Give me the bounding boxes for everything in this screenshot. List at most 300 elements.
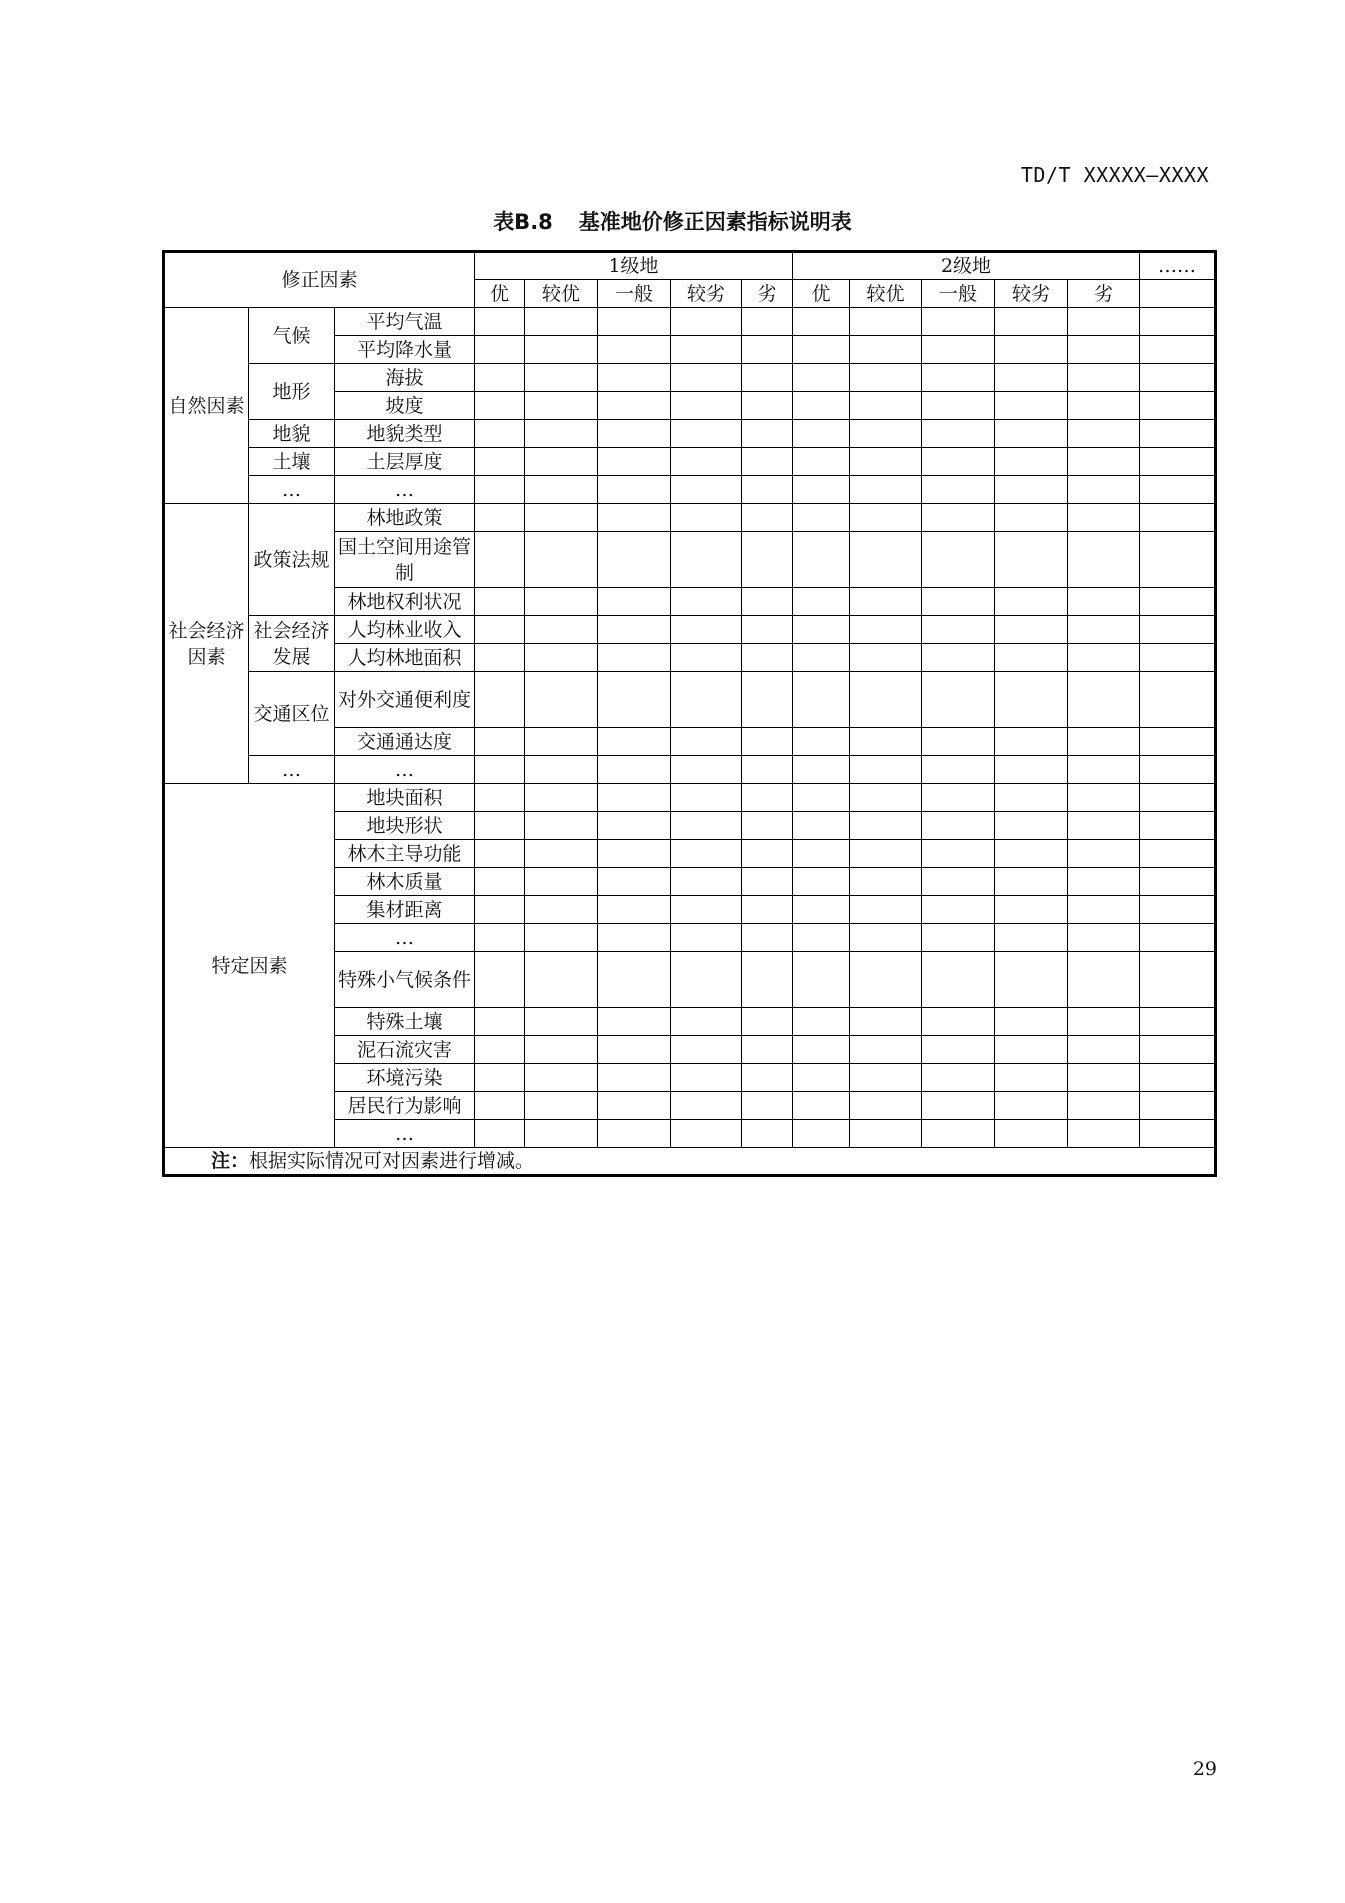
empty-cell <box>742 672 793 728</box>
empty-cell <box>793 588 850 616</box>
empty-cell <box>475 420 525 448</box>
empty-cell <box>598 868 671 896</box>
empty-cell <box>742 392 793 420</box>
empty-cell <box>742 1092 793 1120</box>
empty-cell <box>850 504 922 532</box>
group-climate: 气候 <box>249 308 335 364</box>
empty-cell <box>1068 840 1140 868</box>
empty-cell <box>525 896 598 924</box>
empty-cell <box>1068 588 1140 616</box>
factor-item: 林木质量 <box>335 868 475 896</box>
empty-cell <box>671 756 742 784</box>
empty-cell <box>793 784 850 812</box>
empty-cell <box>598 504 671 532</box>
empty-cell <box>742 364 793 392</box>
group-terrain: 地形 <box>249 364 335 420</box>
empty-cell <box>671 952 742 1008</box>
empty-cell <box>850 1120 922 1148</box>
empty-cell <box>475 476 525 504</box>
category-specific: 特定因素 <box>164 784 335 1148</box>
empty-cell <box>995 840 1068 868</box>
empty-cell <box>1068 644 1140 672</box>
factor-item: 土层厚度 <box>335 448 475 476</box>
empty-cell <box>598 728 671 756</box>
factor-item: 地貌类型 <box>335 420 475 448</box>
empty-cell <box>850 840 922 868</box>
factor-item: 林木主导功能 <box>335 840 475 868</box>
level-header: 较劣 <box>671 280 742 308</box>
empty-cell <box>671 1036 742 1064</box>
empty-cell <box>475 392 525 420</box>
empty-cell <box>598 840 671 868</box>
empty-cell <box>922 868 995 896</box>
empty-cell <box>475 896 525 924</box>
empty-cell <box>922 840 995 868</box>
empty-cell <box>1140 728 1216 756</box>
empty-cell <box>742 532 793 588</box>
group-soil: 土壤 <box>249 448 335 476</box>
empty-cell <box>671 336 742 364</box>
empty-cell <box>525 504 598 532</box>
empty-cell <box>475 952 525 1008</box>
empty-cell <box>850 672 922 728</box>
empty-cell <box>598 1120 671 1148</box>
empty-cell <box>525 1092 598 1120</box>
empty-cell <box>850 532 922 588</box>
empty-cell <box>793 616 850 644</box>
empty-cell <box>850 784 922 812</box>
empty-cell <box>850 756 922 784</box>
empty-cell <box>793 1120 850 1148</box>
empty-cell <box>1140 1120 1216 1148</box>
empty-cell <box>1068 868 1140 896</box>
empty-cell <box>598 924 671 952</box>
empty-cell <box>1140 672 1216 728</box>
empty-cell <box>1068 1008 1140 1036</box>
empty-cell <box>742 476 793 504</box>
empty-cell <box>742 840 793 868</box>
empty-cell <box>742 420 793 448</box>
group-landform: 地貌 <box>249 420 335 448</box>
empty-cell <box>995 420 1068 448</box>
empty-cell <box>995 1008 1068 1036</box>
factor-item: 国土空间用途管制 <box>335 532 475 588</box>
empty-cell <box>475 1064 525 1092</box>
empty-cell <box>995 728 1068 756</box>
empty-cell <box>850 896 922 924</box>
empty-cell <box>742 1036 793 1064</box>
note-prefix: 注： <box>211 1150 250 1172</box>
empty-cell <box>1140 1036 1216 1064</box>
empty-cell <box>1068 728 1140 756</box>
empty-cell <box>475 532 525 588</box>
table-title-text: 基准地价修正因素指标说明表 <box>578 210 852 234</box>
empty-cell <box>922 644 995 672</box>
empty-cell <box>850 392 922 420</box>
empty-cell <box>995 1064 1068 1092</box>
empty-cell <box>742 812 793 840</box>
empty-cell <box>850 924 922 952</box>
empty-cell <box>793 728 850 756</box>
empty-cell <box>922 924 995 952</box>
empty-cell <box>671 420 742 448</box>
empty-cell <box>850 616 922 644</box>
empty-cell <box>793 448 850 476</box>
empty-cell <box>922 1120 995 1148</box>
empty-cell <box>922 476 995 504</box>
empty-cell <box>525 756 598 784</box>
empty-cell <box>922 756 995 784</box>
empty-cell <box>671 924 742 952</box>
empty-cell <box>1068 392 1140 420</box>
empty-cell <box>850 308 922 336</box>
empty-cell <box>1068 672 1140 728</box>
empty-cell <box>922 672 995 728</box>
empty-cell <box>793 644 850 672</box>
empty-cell <box>671 476 742 504</box>
empty-cell <box>742 336 793 364</box>
empty-cell <box>922 616 995 644</box>
empty-cell <box>525 476 598 504</box>
level-header: 优 <box>475 280 525 308</box>
empty-cell <box>525 448 598 476</box>
empty-cell <box>475 336 525 364</box>
empty-cell <box>1068 504 1140 532</box>
empty-cell <box>1068 1036 1140 1064</box>
empty-cell <box>598 532 671 588</box>
level-header: 劣 <box>1068 280 1140 308</box>
empty-cell <box>1140 364 1216 392</box>
factor-item: 居民行为影响 <box>335 1092 475 1120</box>
table-number: 表B.8 <box>493 210 553 234</box>
empty-cell <box>742 588 793 616</box>
empty-cell <box>793 364 850 392</box>
empty-cell <box>922 532 995 588</box>
empty-cell <box>850 952 922 1008</box>
empty-cell <box>995 672 1068 728</box>
empty-cell <box>850 644 922 672</box>
empty-cell <box>793 308 850 336</box>
empty-cell <box>742 952 793 1008</box>
empty-cell <box>793 392 850 420</box>
empty-cell <box>742 308 793 336</box>
grade-more-header: …… <box>1140 252 1216 280</box>
empty-cell <box>850 476 922 504</box>
empty-cell <box>850 588 922 616</box>
empty-cell <box>1140 420 1216 448</box>
empty-cell <box>922 588 995 616</box>
factor-item: 林地权利状况 <box>335 588 475 616</box>
empty-cell <box>995 924 1068 952</box>
empty-cell <box>1140 392 1216 420</box>
empty-cell <box>598 644 671 672</box>
empty-cell <box>671 868 742 896</box>
group-economy: 社会经济发展 <box>249 616 335 672</box>
empty-cell <box>1068 336 1140 364</box>
empty-cell <box>850 1092 922 1120</box>
empty-cell <box>742 504 793 532</box>
empty-cell <box>671 728 742 756</box>
empty-cell <box>742 896 793 924</box>
table-title <box>0 206 1345 236</box>
empty-cell <box>742 1008 793 1036</box>
empty-cell <box>742 868 793 896</box>
empty-cell <box>1068 924 1140 952</box>
factor-item: 平均降水量 <box>335 336 475 364</box>
empty-cell <box>525 1008 598 1036</box>
empty-cell <box>1140 616 1216 644</box>
factor-item: 泥石流灾害 <box>335 1036 475 1064</box>
empty-cell <box>671 308 742 336</box>
empty-cell <box>671 644 742 672</box>
empty-cell <box>1140 644 1216 672</box>
grade-2-header: 2级地 <box>793 252 1140 280</box>
empty-cell <box>922 1064 995 1092</box>
empty-cell <box>475 812 525 840</box>
empty-cell <box>793 672 850 728</box>
empty-cell <box>598 336 671 364</box>
empty-cell <box>922 1092 995 1120</box>
empty-cell <box>598 392 671 420</box>
empty-cell <box>995 504 1068 532</box>
empty-cell <box>850 728 922 756</box>
empty-cell <box>995 896 1068 924</box>
empty-cell <box>793 812 850 840</box>
factor-item: … <box>335 1120 475 1148</box>
empty-cell <box>525 588 598 616</box>
empty-cell <box>525 364 598 392</box>
factor-item: 平均气温 <box>335 308 475 336</box>
empty-cell <box>850 868 922 896</box>
empty-cell <box>598 756 671 784</box>
empty-cell <box>995 364 1068 392</box>
empty-cell <box>598 784 671 812</box>
factor-item: 特殊土壤 <box>335 1008 475 1036</box>
empty-cell <box>793 532 850 588</box>
grade-1-header: 1级地 <box>475 252 793 280</box>
empty-cell <box>793 868 850 896</box>
empty-cell <box>922 336 995 364</box>
empty-cell <box>793 896 850 924</box>
empty-cell <box>1140 532 1216 588</box>
group-policy: 政策法规 <box>249 504 335 616</box>
empty-cell <box>475 308 525 336</box>
empty-cell <box>995 784 1068 812</box>
empty-cell <box>671 672 742 728</box>
empty-cell <box>671 1092 742 1120</box>
empty-cell <box>1140 588 1216 616</box>
factor-item: 环境污染 <box>335 1064 475 1092</box>
empty-cell <box>598 616 671 644</box>
empty-cell <box>995 756 1068 784</box>
empty-cell <box>995 1092 1068 1120</box>
empty-cell <box>525 644 598 672</box>
empty-cell <box>1140 840 1216 868</box>
empty-cell <box>475 364 525 392</box>
empty-cell <box>1068 308 1140 336</box>
empty-cell <box>742 448 793 476</box>
empty-cell <box>1068 896 1140 924</box>
empty-cell <box>793 1036 850 1064</box>
empty-cell <box>475 756 525 784</box>
empty-cell <box>525 812 598 840</box>
empty-cell <box>598 588 671 616</box>
empty-cell <box>1068 812 1140 840</box>
empty-cell <box>922 1008 995 1036</box>
empty-cell <box>1140 784 1216 812</box>
factor-item: 地块面积 <box>335 784 475 812</box>
empty-cell <box>742 728 793 756</box>
empty-cell <box>995 1120 1068 1148</box>
factor-item: 特殊小气候条件 <box>335 952 475 1008</box>
factor-item: … <box>335 924 475 952</box>
empty-cell <box>922 420 995 448</box>
empty-cell <box>850 1008 922 1036</box>
empty-cell <box>475 588 525 616</box>
empty-cell <box>922 896 995 924</box>
empty-cell <box>1068 532 1140 588</box>
empty-cell <box>475 1008 525 1036</box>
empty-cell <box>922 812 995 840</box>
empty-cell <box>995 476 1068 504</box>
empty-cell <box>995 1036 1068 1064</box>
empty-cell <box>742 616 793 644</box>
empty-cell <box>995 616 1068 644</box>
empty-cell <box>742 1064 793 1092</box>
empty-cell <box>1140 1092 1216 1120</box>
empty-cell <box>525 728 598 756</box>
empty-cell <box>598 364 671 392</box>
empty-cell <box>671 1120 742 1148</box>
empty-cell <box>793 476 850 504</box>
level-header: 一般 <box>598 280 671 308</box>
empty-cell <box>1068 1092 1140 1120</box>
category-natural: 自然因素 <box>164 308 249 504</box>
empty-cell <box>922 364 995 392</box>
empty-cell <box>793 336 850 364</box>
empty-cell <box>598 1092 671 1120</box>
empty-cell <box>475 448 525 476</box>
empty-cell <box>793 952 850 1008</box>
empty-cell <box>922 952 995 1008</box>
empty-cell <box>922 308 995 336</box>
empty-cell <box>475 1036 525 1064</box>
empty-cell <box>1140 476 1216 504</box>
empty-cell <box>850 812 922 840</box>
empty-cell <box>995 448 1068 476</box>
empty-cell <box>475 504 525 532</box>
empty-cell <box>671 392 742 420</box>
empty-cell <box>525 868 598 896</box>
empty-cell <box>525 784 598 812</box>
empty-cell <box>742 924 793 952</box>
empty-cell <box>671 784 742 812</box>
factor-item: … <box>335 476 475 504</box>
empty-cell <box>995 308 1068 336</box>
standard-code: TD/T XXXXX—XXXX <box>1020 163 1209 187</box>
empty-cell <box>995 644 1068 672</box>
level-header: 较优 <box>850 280 922 308</box>
factor-item: 人均林业收入 <box>335 616 475 644</box>
level-header: 较优 <box>525 280 598 308</box>
empty-cell <box>922 728 995 756</box>
empty-cell <box>475 644 525 672</box>
empty-cell <box>1140 868 1216 896</box>
empty-cell <box>1140 812 1216 840</box>
empty-cell <box>475 924 525 952</box>
factor-item: 海拔 <box>335 364 475 392</box>
empty-cell <box>525 1036 598 1064</box>
empty-cell <box>525 1064 598 1092</box>
empty-cell <box>525 616 598 644</box>
level-header: 一般 <box>922 280 995 308</box>
empty-cell <box>995 952 1068 1008</box>
empty-cell <box>1068 616 1140 644</box>
empty-cell <box>1068 1064 1140 1092</box>
empty-cell <box>850 336 922 364</box>
empty-cell <box>475 728 525 756</box>
empty-cell <box>598 448 671 476</box>
empty-cell <box>1068 756 1140 784</box>
empty-cell <box>598 896 671 924</box>
table-note <box>164 1148 1216 1176</box>
empty-cell <box>598 1036 671 1064</box>
factor-item: 坡度 <box>335 392 475 420</box>
empty-cell <box>671 1064 742 1092</box>
empty-cell <box>850 1064 922 1092</box>
group-traffic: 交通区位 <box>249 672 335 756</box>
empty-cell <box>525 532 598 588</box>
empty-cell <box>850 420 922 448</box>
factor-item: 地块形状 <box>335 812 475 840</box>
empty-cell <box>1140 952 1216 1008</box>
empty-cell <box>922 784 995 812</box>
empty-cell <box>671 532 742 588</box>
empty-cell <box>922 1036 995 1064</box>
empty-cell <box>525 840 598 868</box>
correction-factor-table <box>162 250 1217 1177</box>
empty-cell <box>793 420 850 448</box>
empty-cell <box>1068 476 1140 504</box>
empty-cell <box>598 672 671 728</box>
empty-cell <box>1140 448 1216 476</box>
empty-cell <box>1140 504 1216 532</box>
empty-cell <box>850 364 922 392</box>
note-text: 根据实际情况可对因素进行增减。 <box>249 1150 535 1172</box>
empty-cell <box>1068 364 1140 392</box>
empty-cell <box>475 868 525 896</box>
empty-cell <box>922 504 995 532</box>
group-more: … <box>249 476 335 504</box>
group-more: … <box>249 756 335 784</box>
empty-cell <box>671 364 742 392</box>
empty-cell <box>742 784 793 812</box>
empty-cell <box>1140 336 1216 364</box>
empty-cell <box>598 812 671 840</box>
empty-cell <box>1140 896 1216 924</box>
empty-cell <box>1068 784 1140 812</box>
empty-cell <box>475 672 525 728</box>
corner-header: 修正因素 <box>164 252 475 308</box>
empty-cell <box>742 756 793 784</box>
level-header: 劣 <box>742 280 793 308</box>
empty-cell <box>1140 280 1216 308</box>
empty-cell <box>850 448 922 476</box>
empty-cell <box>598 476 671 504</box>
empty-cell <box>525 952 598 1008</box>
empty-cell <box>525 420 598 448</box>
empty-cell <box>922 448 995 476</box>
